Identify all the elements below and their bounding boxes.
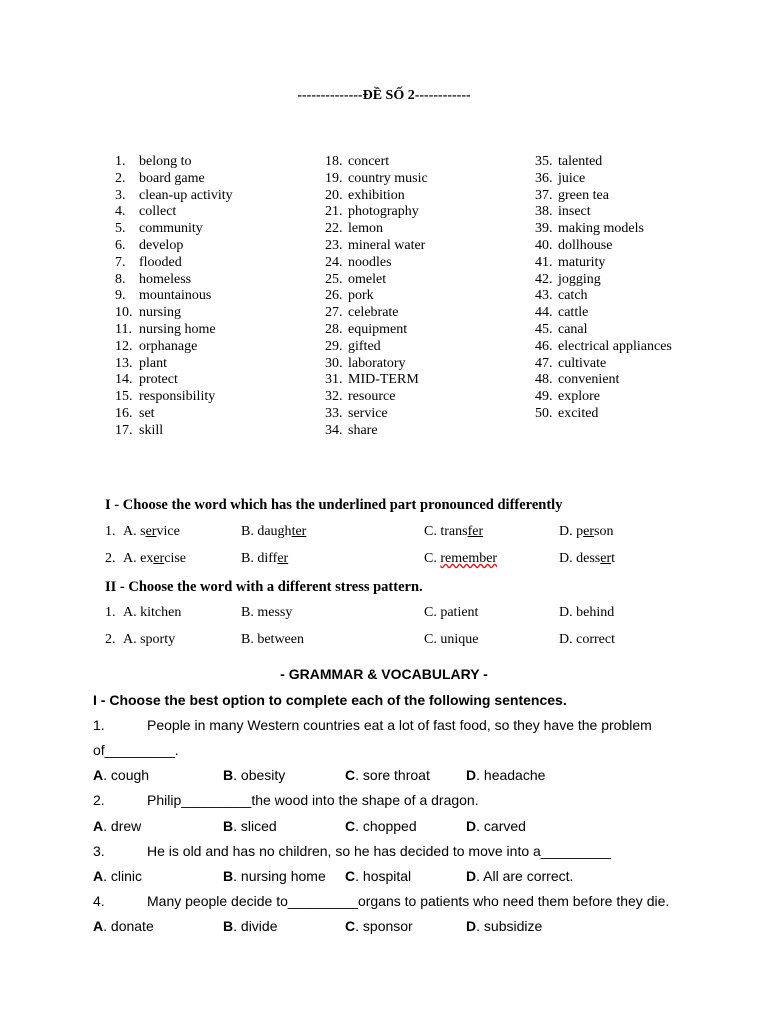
- vocab-item: [535, 188, 735, 205]
- question-number: 2.: [105, 551, 116, 566]
- vocab-word: equipment: [348, 321, 408, 337]
- vocab-word: set: [139, 405, 155, 421]
- vocab-number: 4.: [115, 204, 126, 220]
- option-c: C. patient: [424, 605, 479, 620]
- stress-question-1: [105, 605, 665, 625]
- grammar-question-1-options: [93, 767, 675, 787]
- vocab-word: community: [139, 221, 203, 237]
- vocab-word: catch: [558, 288, 588, 304]
- pronunciation-question-2: [105, 551, 665, 571]
- option-a: A. service: [123, 524, 180, 539]
- vocab-number: 41.: [535, 254, 553, 270]
- vocab-word: convenient: [558, 372, 620, 388]
- vocab-number: 48.: [535, 372, 553, 388]
- vocab-item: [325, 221, 525, 238]
- vocab-number: 24.: [325, 254, 343, 270]
- vocab-number: 19.: [325, 170, 343, 186]
- grammar-question-2: 2. Philip_________the wood into the shape of a dragon.: [93, 792, 479, 808]
- vocab-number: 20.: [325, 187, 343, 203]
- vocab-number: 26.: [325, 288, 343, 304]
- option-c: C. sore throat: [345, 767, 430, 783]
- vocab-word: develop: [139, 237, 184, 253]
- vocab-word: talented: [558, 154, 603, 169]
- vocab-number: 49.: [535, 389, 553, 405]
- vocab-number: 34.: [325, 422, 343, 438]
- vocab-word: making models: [558, 221, 644, 237]
- vocab-item: [325, 171, 525, 188]
- vocab-item: [325, 288, 525, 305]
- vocab-number: 28.: [325, 321, 343, 337]
- vocab-number: 33.: [325, 405, 343, 421]
- vocab-number: 25.: [325, 271, 343, 287]
- option-c: C. unique: [424, 632, 479, 647]
- option-c: C. remember: [424, 551, 498, 566]
- vocab-item: [325, 356, 525, 373]
- vocab-word: gifted: [348, 338, 381, 354]
- question-number: 1.: [105, 605, 116, 620]
- option-d: D. behind: [559, 605, 615, 620]
- vocab-item: [115, 423, 315, 440]
- vocab-column-1: [115, 154, 315, 440]
- vocab-word: board game: [139, 170, 205, 186]
- vocab-number: 37.: [535, 187, 553, 203]
- vocab-item: [325, 406, 525, 423]
- vocab-item: [325, 188, 525, 205]
- vocab-number: 18.: [325, 154, 343, 169]
- vocab-word: explore: [558, 389, 600, 405]
- vocab-number: 5.: [115, 221, 126, 237]
- vocab-item: [115, 322, 315, 339]
- vocab-item: [535, 154, 735, 171]
- vocab-word: clean-up activity: [139, 187, 233, 203]
- vocab-item: [535, 406, 735, 423]
- vocab-word: nursing home: [139, 321, 216, 337]
- vocab-word: plant: [139, 355, 167, 371]
- option-b: B. between: [241, 632, 304, 647]
- option-c: C. transfer: [424, 524, 484, 539]
- vocab-word: lemon: [348, 221, 383, 237]
- vocab-item: [115, 339, 315, 356]
- pronunciation-heading: I - Choose the word which has the underlined part pronounced differently: [105, 497, 563, 513]
- vocab-item: [535, 372, 735, 389]
- vocab-item: [325, 389, 525, 406]
- option-d: D. subsidize: [466, 918, 543, 934]
- vocab-number: 46.: [535, 338, 553, 354]
- option-d: D. correct: [559, 632, 615, 647]
- option-c: C. sponsor: [345, 918, 413, 934]
- vocab-word: resource: [348, 389, 396, 405]
- option-b: B. nursing home: [223, 868, 326, 884]
- vocab-item: [115, 204, 315, 221]
- grammar-question-1: 1. People in many Western countries eat a lot of fast food, so they have the problem: [93, 717, 652, 733]
- option-a: A. cough: [93, 767, 150, 783]
- grammar-question-2-options: [93, 818, 675, 838]
- option-d: D. carved: [466, 818, 526, 834]
- vocab-word: green tea: [558, 187, 609, 203]
- vocab-item: [535, 339, 735, 356]
- vocab-number: 36.: [535, 170, 553, 186]
- page-title: --------------ĐỀ SỐ 2------------: [297, 88, 471, 103]
- question-number: 1.: [105, 524, 116, 539]
- vocab-item: [115, 255, 315, 272]
- vocab-item: [115, 272, 315, 289]
- vocab-number: 1.: [115, 154, 126, 169]
- option-a: A. sporty: [123, 632, 176, 647]
- vocab-word: omelet: [348, 271, 387, 287]
- stress-question-2: [105, 632, 665, 652]
- vocab-item: [325, 305, 525, 322]
- vocab-item: [325, 322, 525, 339]
- vocab-column-2: [325, 154, 525, 440]
- vocab-item: [325, 238, 525, 255]
- vocab-item: [115, 372, 315, 389]
- vocab-word: collect: [139, 204, 177, 220]
- option-a: A. donate: [93, 918, 154, 934]
- vocab-word: insect: [558, 204, 591, 220]
- vocab-word: belong to: [139, 154, 192, 169]
- option-d: D. All are correct.: [466, 868, 574, 884]
- vocab-word: MID-TERM: [348, 372, 419, 388]
- vocab-number: 22.: [325, 221, 343, 237]
- vocab-item: [325, 423, 525, 440]
- vocab-word: exhibition: [348, 187, 405, 203]
- vocab-number: 11.: [115, 321, 132, 337]
- vocab-number: 30.: [325, 355, 343, 371]
- vocab-item: [535, 221, 735, 238]
- vocab-number: 47.: [535, 355, 553, 371]
- vocab-word: electrical appliances: [558, 338, 672, 354]
- vocab-number: 43.: [535, 288, 553, 304]
- vocab-word: orphanage: [139, 338, 198, 354]
- vocab-item: [115, 389, 315, 406]
- vocab-word: pork: [348, 288, 374, 304]
- vocab-word: noodles: [348, 254, 392, 270]
- vocab-item: [535, 322, 735, 339]
- vocab-item: [115, 154, 315, 171]
- vocab-number: 14.: [115, 372, 133, 388]
- vocab-item: [325, 339, 525, 356]
- vocab-number: 23.: [325, 237, 343, 253]
- vocab-word: canal: [558, 321, 588, 337]
- grammar-question-3-options: [93, 868, 675, 888]
- vocab-column-3: [535, 154, 735, 423]
- vocab-word: country music: [348, 170, 428, 186]
- option-b: B. divide: [223, 918, 278, 934]
- grammar-section-title: - GRAMMAR & VOCABULARY -: [280, 666, 488, 682]
- option-d: D. person: [559, 524, 614, 539]
- vocab-number: 6.: [115, 237, 126, 253]
- vocab-word: nursing: [139, 305, 181, 321]
- grammar-heading: I - Choose the best option to complete each of the following sentences.: [93, 692, 567, 708]
- vocab-word: responsibility: [139, 389, 216, 405]
- vocab-word: celebrate: [348, 305, 399, 321]
- vocab-item: [115, 305, 315, 322]
- option-b: B. daughter: [241, 524, 307, 539]
- option-d: D. headache: [466, 767, 546, 783]
- vocab-number: 17.: [115, 422, 133, 438]
- vocab-number: 42.: [535, 271, 553, 287]
- option-c: C. hospital: [345, 868, 412, 884]
- option-a: A. drew: [93, 818, 142, 834]
- vocab-item: [115, 188, 315, 205]
- vocab-word: cultivate: [558, 355, 607, 371]
- vocab-item: [535, 204, 735, 221]
- pronunciation-question-1: [105, 524, 665, 544]
- vocab-number: 39.: [535, 221, 553, 237]
- vocab-word: photography: [348, 204, 419, 220]
- vocab-word: maturity: [558, 254, 606, 270]
- vocab-number: 21.: [325, 204, 343, 220]
- option-b: B. obesity: [223, 767, 286, 783]
- vocab-item: [535, 171, 735, 188]
- vocab-item: [535, 305, 735, 322]
- vocab-number: 50.: [535, 405, 553, 421]
- vocab-number: 8.: [115, 271, 126, 287]
- vocab-number: 29.: [325, 338, 343, 354]
- option-a: A. exercise: [123, 551, 186, 566]
- vocab-number: 27.: [325, 305, 343, 321]
- option-d: D. dessert: [559, 551, 616, 566]
- question-number: 2.: [105, 632, 116, 647]
- vocab-item: [325, 154, 525, 171]
- vocab-item: [115, 288, 315, 305]
- vocab-item: [535, 255, 735, 272]
- vocab-number: 45.: [535, 321, 553, 337]
- vocab-number: 7.: [115, 254, 126, 270]
- vocab-word: mountainous: [139, 288, 212, 304]
- option-b: B. differ: [241, 551, 289, 566]
- vocab-item: [115, 406, 315, 423]
- vocab-number: 3.: [115, 187, 126, 203]
- vocab-word: dollhouse: [558, 237, 613, 253]
- vocab-word: laboratory: [348, 355, 406, 371]
- vocab-word: homeless: [139, 271, 192, 287]
- vocab-item: [325, 204, 525, 221]
- vocab-word: cattle: [558, 305, 589, 321]
- vocab-number: 9.: [115, 288, 126, 304]
- vocab-item: [535, 356, 735, 373]
- vocab-item: [325, 272, 525, 289]
- option-b: B. messy: [241, 605, 293, 620]
- vocab-number: 13.: [115, 355, 133, 371]
- vocab-item: [115, 238, 315, 255]
- vocab-item: [325, 372, 525, 389]
- vocab-number: 16.: [115, 405, 133, 421]
- vocab-item: [115, 171, 315, 188]
- vocab-number: 38.: [535, 204, 553, 220]
- vocab-item: [535, 272, 735, 289]
- vocab-item: [535, 238, 735, 255]
- vocab-number: 2.: [115, 170, 126, 186]
- vocab-word: skill: [139, 422, 164, 438]
- grammar-question-1-continued: of_________.: [93, 742, 179, 758]
- vocab-number: 12.: [115, 338, 133, 354]
- option-b: B. sliced: [223, 818, 277, 834]
- vocab-item: [115, 221, 315, 238]
- vocab-item: [115, 356, 315, 373]
- vocab-number: 44.: [535, 305, 553, 321]
- stress-heading: II - Choose the word with a different stress pattern.: [105, 579, 423, 595]
- grammar-question-3: 3. He is old and has no children, so he has decided to move into a_________: [93, 843, 611, 859]
- vocab-number: 15.: [115, 389, 133, 405]
- vocab-word: share: [348, 422, 378, 438]
- vocab-number: 10.: [115, 305, 133, 321]
- vocab-word: excited: [558, 405, 599, 421]
- vocab-word: juice: [558, 170, 586, 186]
- vocab-number: 40.: [535, 237, 553, 253]
- vocab-item: [535, 288, 735, 305]
- vocab-word: service: [348, 405, 388, 421]
- vocab-number: 32.: [325, 389, 343, 405]
- vocab-word: flooded: [139, 254, 182, 270]
- vocab-word: jogging: [558, 271, 601, 287]
- vocab-word: mineral water: [348, 237, 426, 253]
- vocab-word: concert: [348, 154, 390, 169]
- option-c: C. chopped: [345, 818, 417, 834]
- option-a: A. clinic: [93, 868, 143, 884]
- vocab-item: [325, 255, 525, 272]
- vocab-word: protect: [139, 372, 178, 388]
- grammar-question-4-options: [93, 918, 675, 938]
- grammar-question-4: 4. Many people decide to_________organs to patients who need them before they die.: [93, 893, 670, 909]
- vocab-number: 35.: [535, 154, 553, 169]
- vocab-item: [535, 389, 735, 406]
- vocab-number: 31.: [325, 372, 343, 388]
- option-a: A. kitchen: [123, 605, 182, 620]
